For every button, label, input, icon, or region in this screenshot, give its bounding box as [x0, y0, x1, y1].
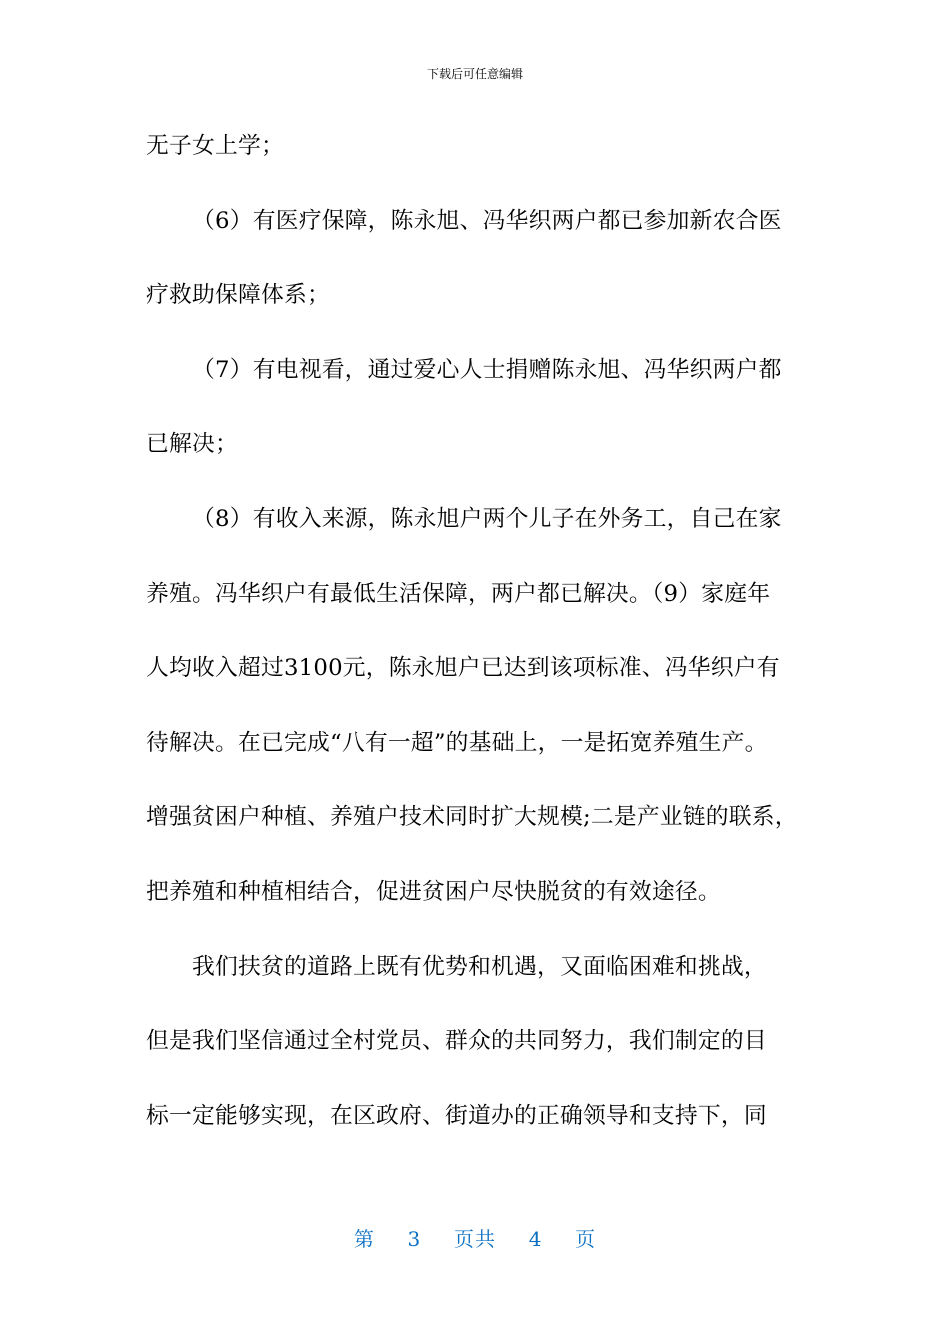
paragraph-line: 我们扶贫的道路上既有优势和机遇，又面临困难和挑战， [192, 953, 767, 980]
page-label-suffix: 页 [575, 1227, 597, 1251]
header-note: 下载后可任意编辑 [426, 67, 523, 81]
document-body [146, 130, 818, 1174]
paragraph-line: 增强贫困户种植、养殖户技术同时扩大规模;二是产业链的联系， [146, 804, 798, 831]
paragraph-line: （7）有电视看，通过爱心人士捐赠陈永旭、冯华织两户都 [192, 356, 782, 383]
paragraph-line: 无子女上学； [146, 133, 284, 159]
paragraph-line: 但是我们坚信通过全村党员、群众的共同努力，我们制定的目 [146, 1028, 767, 1055]
page-label-mid: 页共 [454, 1227, 496, 1251]
paragraph-line: （6）有医疗保障，陈永旭、冯华织两户都已参加新农合医 [192, 207, 782, 234]
paragraph-line: 标一定能够实现，在区政府、街道办的正确领导和支持下，同 [146, 1102, 767, 1129]
paragraph-line: 疗救助保障体系； [146, 282, 330, 309]
paragraph-line: 人均收入超过3100元，陈永旭户已达到该项标准、冯华织户有 [146, 655, 780, 682]
paragraph-line: 待解决。在已完成“八有一超”的基础上，一是拓宽养殖生产。 [146, 729, 768, 756]
paragraph-line: 已解决； [146, 431, 238, 458]
page-footer [0, 1226, 950, 1252]
paragraph-line: 养殖。冯华织户有最低生活保障，两户都已解决。（9）家庭年 [146, 580, 771, 607]
page-total: 4 [528, 1227, 543, 1251]
paragraph-line: （8）有收入来源，陈永旭户两个儿子在外务工，自己在家 [192, 505, 782, 532]
paragraph-line: 把养殖和种植相结合，促进贫困户尽快脱贫的有效途径。 [146, 878, 721, 905]
page-label-prefix: 第 [353, 1227, 375, 1251]
page-current: 3 [407, 1227, 422, 1251]
